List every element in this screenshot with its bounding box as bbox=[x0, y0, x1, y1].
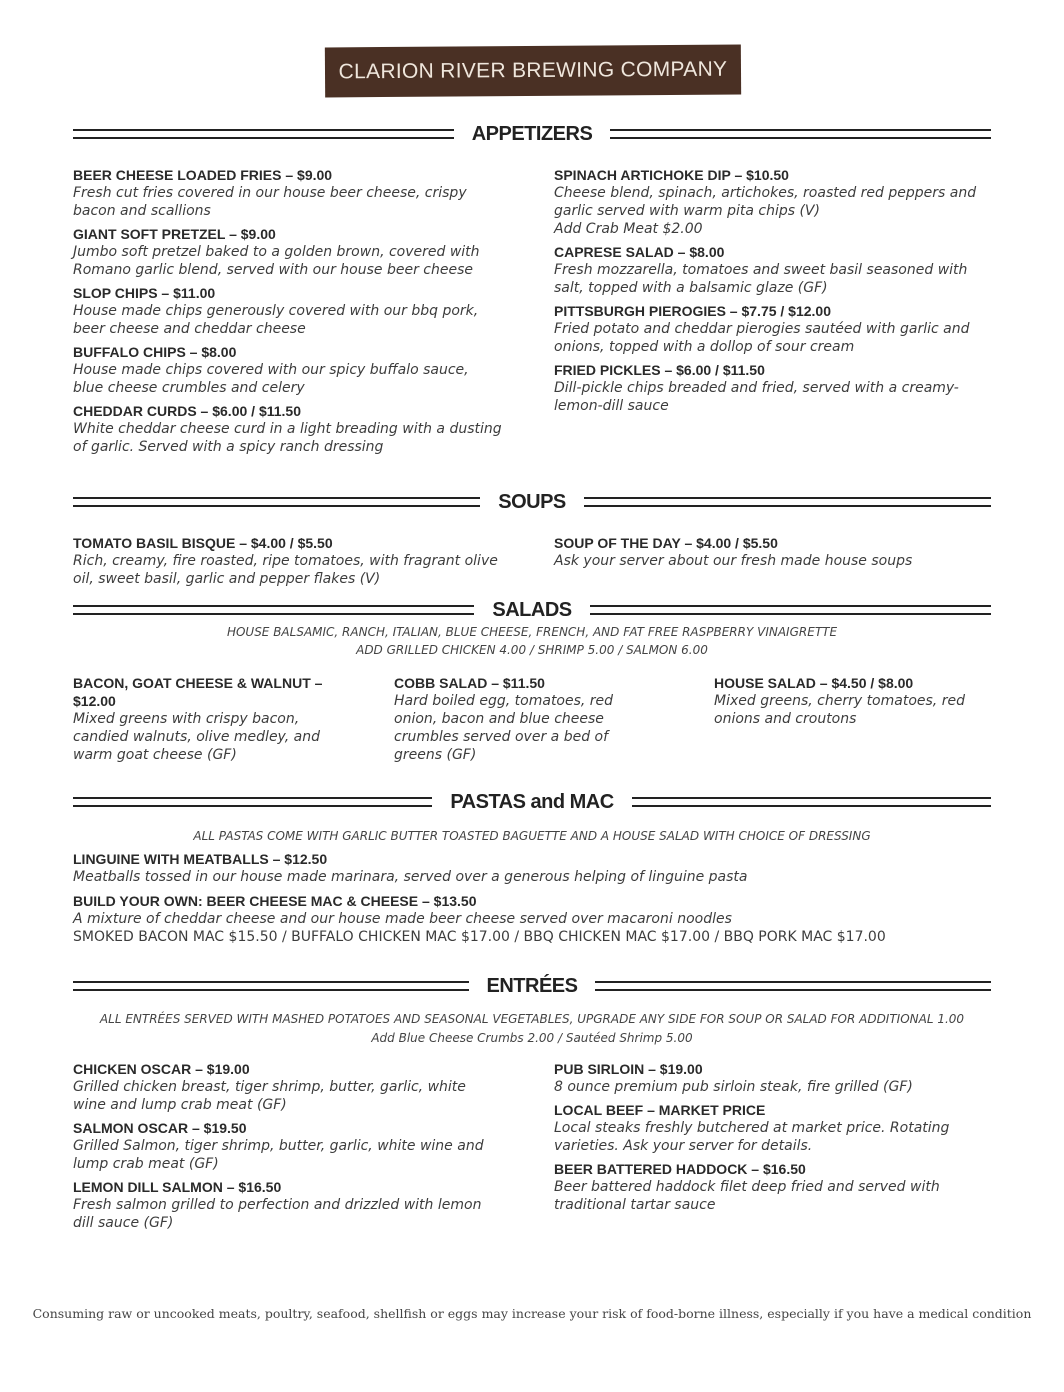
divider bbox=[73, 497, 480, 507]
soups-right-column bbox=[554, 534, 991, 575]
section-title: SALADS bbox=[492, 598, 572, 621]
menu-item bbox=[73, 343, 503, 397]
item-description: Meatballs tossed in our house made marinara, served over a generous helping of linguine pasta bbox=[73, 869, 748, 885]
item-name: GIANT SOFT PRETZEL – $9.00 bbox=[73, 226, 276, 242]
menu-item bbox=[554, 1060, 991, 1096]
item-name: SPINACH ARTICHOKE DIP – $10.50 bbox=[554, 167, 789, 183]
item-name: BACON, GOAT CHEESE & WALNUT – $12.00 bbox=[73, 675, 323, 709]
item-name: HOUSE SALAD – $4.50 / $8.00 bbox=[714, 675, 914, 691]
menu-item bbox=[554, 534, 991, 570]
restaurant-banner bbox=[325, 45, 741, 98]
item-name: SLOP CHIPS – $11.00 bbox=[73, 285, 216, 301]
item-name: BEER CHEESE LOADED FRIES – $9.00 bbox=[73, 167, 333, 183]
pasta-note: ALL PASTAS COME WITH GARLIC BUTTER TOASTED BAGUETTE AND A HOUSE SALAD WITH CHOICE OF DRESSING bbox=[193, 829, 871, 843]
entrees-right-column bbox=[554, 1060, 991, 1219]
item-name: LEMON DILL SALMON – $16.50 bbox=[73, 1179, 282, 1195]
divider bbox=[73, 605, 474, 615]
appetizers-right-column bbox=[554, 166, 991, 420]
item-name: PUB SIRLOIN – $19.00 bbox=[554, 1061, 703, 1077]
salad-addons: ADD GRILLED CHICKEN 4.00 / SHRIMP 5.00 / SALMON 6.00 bbox=[356, 643, 708, 657]
divider bbox=[595, 981, 991, 991]
item-name: LOCAL BEEF – MARKET PRICE bbox=[554, 1102, 766, 1118]
item-name: LINGUINE WITH MEATBALLS – $12.50 bbox=[73, 851, 328, 867]
item-description: Fresh cut fries covered in our house beer cheese, crispy bacon and scallions bbox=[73, 185, 467, 219]
pasta-items bbox=[73, 850, 991, 951]
section-header-pastas bbox=[73, 790, 991, 814]
item-name: BEER BATTERED HADDOCK – $16.50 bbox=[554, 1161, 806, 1177]
menu-item bbox=[73, 166, 503, 220]
item-description: House made chips generously covered with our bbq pork, beer cheese and cheddar cheese bbox=[73, 303, 479, 337]
divider bbox=[584, 497, 991, 507]
item-description: Local steaks freshly butchered at market price. Rotating varieties. Ask your server for details. bbox=[554, 1120, 950, 1154]
item-name: COBB SALAD – $11.50 bbox=[394, 675, 545, 691]
divider bbox=[73, 797, 432, 807]
section-title: PASTAS and MAC bbox=[450, 790, 614, 813]
salad-column-1 bbox=[73, 674, 343, 769]
menu-item bbox=[73, 1060, 503, 1114]
menu-item bbox=[73, 534, 503, 588]
restaurant-name: CLARION RIVER BREWING COMPANY bbox=[338, 57, 728, 84]
divider bbox=[610, 129, 991, 139]
entrees-left-column bbox=[73, 1060, 503, 1237]
menu-item bbox=[394, 674, 634, 764]
menu-item bbox=[554, 1101, 991, 1155]
salad-column-3 bbox=[714, 674, 984, 733]
item-description: Dill-pickle chips breaded and fried, served with a creamy-lemon-dill sauce bbox=[554, 380, 959, 414]
item-addon: Add Crab Meat $2.00 bbox=[554, 221, 703, 237]
menu-item bbox=[73, 892, 991, 946]
food-safety-disclaimer: Consuming raw or uncooked meats, poultry, seafood, shellfish or eggs may increase your risk of food-borne illness, especially if you have a medical condition bbox=[32, 1306, 1032, 1321]
menu-item bbox=[554, 1160, 991, 1214]
section-title: SOUPS bbox=[498, 490, 566, 513]
item-description: Ask your server about our fresh made house soups bbox=[554, 553, 913, 569]
section-header-entrees bbox=[73, 974, 991, 998]
menu-item bbox=[73, 402, 503, 456]
menu-item bbox=[73, 284, 503, 338]
item-description: Cheese blend, spinach, artichokes, roasted red peppers and garlic served with warm pita chips (V) bbox=[554, 185, 977, 219]
entree-note: ALL ENTRÉES SERVED WITH MASHED POTATOES AND SEASONAL VEGETABLES, UPGRADE ANY SIDE FOR SOUP OR SALAD FOR ADDITIONAL 1.00 bbox=[99, 1012, 965, 1026]
section-header-soups bbox=[73, 490, 991, 514]
soups-left-column bbox=[73, 534, 503, 593]
item-name: FRIED PICKLES – $6.00 / $11.50 bbox=[554, 362, 765, 378]
divider bbox=[73, 981, 469, 991]
entree-addons: Add Blue Cheese Crumbs 2.00 / Sautéed Shrimp 5.00 bbox=[371, 1031, 693, 1045]
section-title: ENTRÉES bbox=[486, 974, 578, 997]
section-header-salads bbox=[73, 598, 991, 622]
item-description: Beer battered haddock filet deep fried and served with traditional tartar sauce bbox=[554, 1179, 940, 1213]
item-name: SOUP OF THE DAY – $4.00 / $5.50 bbox=[554, 535, 778, 551]
item-description: Grilled Salmon, tiger shrimp, butter, garlic, white wine and lump crab meat (GF) bbox=[73, 1138, 484, 1172]
item-description: Fresh mozzarella, tomatoes and sweet basil seasoned with salt, topped with a balsamic glaze (GF) bbox=[554, 262, 968, 296]
divider bbox=[590, 605, 991, 615]
item-description: Grilled chicken breast, tiger shrimp, butter, garlic, white wine and lump crab meat (GF) bbox=[73, 1079, 466, 1113]
item-description: Fried potato and cheddar pierogies sautéed with garlic and onions, topped with a dollop of sour cream bbox=[554, 321, 970, 355]
item-description: Hard boiled egg, tomatoes, red onion, bacon and blue cheese crumbles served over a bed of greens (GF) bbox=[394, 693, 614, 763]
item-description: A mixture of cheddar cheese and our house made beer cheese served over macaroni noodles bbox=[73, 911, 732, 927]
item-description: White cheddar cheese curd in a light breading with a dusting of garlic. Served with a spicy ranch dressing bbox=[73, 421, 502, 455]
item-name: CHICKEN OSCAR – $19.00 bbox=[73, 1061, 250, 1077]
appetizers-left-column bbox=[73, 166, 503, 461]
menu-item bbox=[73, 850, 991, 886]
menu-item bbox=[73, 225, 503, 279]
item-name: BUFFALO CHIPS – $8.00 bbox=[73, 344, 237, 360]
menu-item bbox=[554, 302, 991, 356]
divider bbox=[73, 129, 454, 139]
menu-item bbox=[554, 166, 991, 238]
menu-item bbox=[73, 1119, 503, 1173]
item-name: CHEDDAR CURDS – $6.00 / $11.50 bbox=[73, 403, 301, 419]
item-description: Jumbo soft pretzel baked to a golden brown, covered with Romano garlic blend, served with our house beer cheese bbox=[73, 244, 480, 278]
item-description: Rich, creamy, fire roasted, ripe tomatoes, with fragrant olive oil, sweet basil, garlic and pepper flakes (V) bbox=[73, 553, 498, 587]
item-description: 8 ounce premium pub sirloin steak, fire grilled (GF) bbox=[554, 1079, 913, 1095]
section-header-appetizers bbox=[73, 122, 991, 146]
item-description: House made chips covered with our spicy buffalo sauce, blue cheese crumbles and celery bbox=[73, 362, 469, 396]
item-name: TOMATO BASIL BISQUE – $4.00 / $5.50 bbox=[73, 535, 333, 551]
mac-variations: SMOKED BACON MAC $15.50 / BUFFALO CHICKEN MAC $17.00 / BBQ CHICKEN MAC $17.00 / BBQ PORK MAC $17.00 bbox=[73, 929, 886, 945]
menu-item bbox=[554, 243, 991, 297]
menu-item bbox=[714, 674, 984, 728]
item-name: PITTSBURGH PIEROGIES – $7.75 / $12.00 bbox=[554, 303, 831, 319]
dressing-options: HOUSE BALSAMIC, RANCH, ITALIAN, BLUE CHEESE, FRENCH, AND FAT FREE RASPBERRY VINAIGRETTE bbox=[226, 625, 838, 639]
menu-item bbox=[73, 674, 343, 764]
item-description: Fresh salmon grilled to perfection and drizzled with lemon dill sauce (GF) bbox=[73, 1197, 482, 1231]
item-description: Mixed greens with crispy bacon, candied walnuts, olive medley, and warm goat cheese (GF) bbox=[73, 711, 320, 763]
item-name: BUILD YOUR OWN: BEER CHEESE MAC & CHEESE – $13.50 bbox=[73, 893, 477, 909]
menu-item bbox=[554, 361, 991, 415]
section-title: APPETIZERS bbox=[471, 122, 593, 145]
salad-column-2 bbox=[394, 674, 634, 769]
item-name: CAPRESE SALAD – $8.00 bbox=[554, 244, 725, 260]
item-name: SALMON OSCAR – $19.50 bbox=[73, 1120, 247, 1136]
divider bbox=[632, 797, 991, 807]
item-description: Mixed greens, cherry tomatoes, red onions and croutons bbox=[714, 693, 965, 727]
menu-item bbox=[73, 1178, 503, 1232]
